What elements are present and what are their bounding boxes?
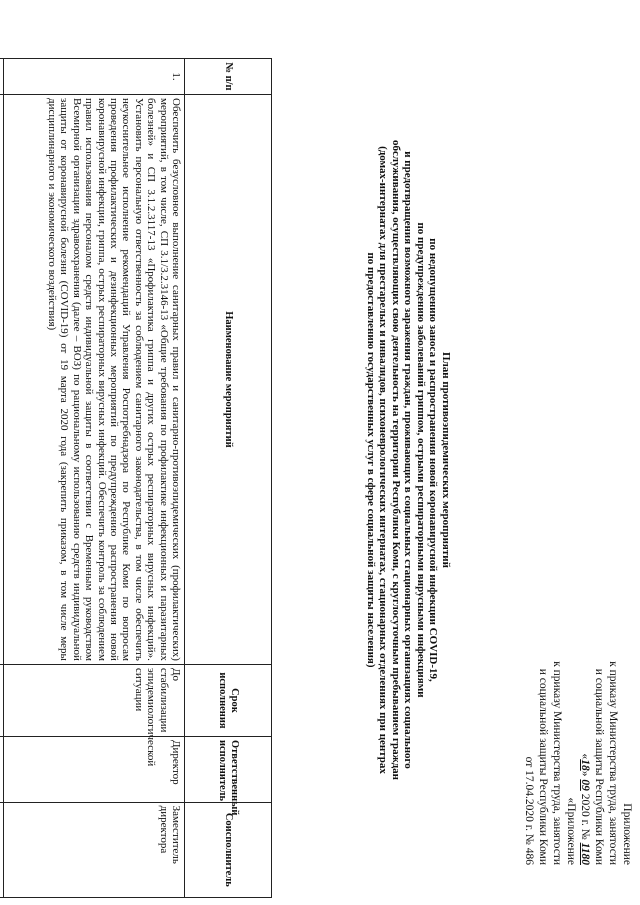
date-month: 09 — [579, 779, 591, 791]
header-num: № п/п — [185, 59, 272, 95]
appendix-current-line3: и социальной защиты Республики Коми — [593, 668, 605, 865]
table-row — [0, 59, 4, 898]
date-year: 2020 г. № — [579, 790, 591, 840]
row-num — [0, 59, 4, 95]
table-row — [4, 59, 185, 898]
date-mid: » — [579, 770, 591, 777]
title-line: План противоэпидемических мероприятий — [440, 352, 452, 568]
measures-table — [0, 58, 272, 898]
row-coexecutor: Заместитель директора — [4, 802, 185, 897]
appendix-current-date — [578, 535, 592, 865]
appendix-original — [522, 535, 578, 865]
row-responsible — [0, 736, 4, 802]
title-line: по недопущению заноса и распространения новой коронавирусной инфекции COVID-19, — [427, 238, 440, 682]
document-title — [365, 60, 453, 860]
title-line: обслуживания, осуществляющих свою деятельность на территории Республики Коми, с круглосуточным пребыванием граждан — [390, 140, 402, 780]
appendix-original-line1: «Приложение — [565, 797, 577, 865]
appendix-current — [578, 535, 634, 865]
table-header-row — [185, 59, 272, 898]
row-name: Обеспечить безусловное выполнение санитарных правил и санитарно-противоэпидемических (профилактических) мероприятий, в том числе, СП 3.1/3.2.3146-13 «Общие требования по профилактике инфекционных и паразитарных болезней» и СП 3.1.2.3117-13 «Профилактика гриппа и других острых респираторных вирусных инфекций». Установить персональную ответственность за соблюдением санитарного законодательства, в том числе обеспечить неукоснительное исполнение рекомендаций Управления Роспотребнадзора по Республике Коми по вопросам проведения профилактических и дезинфекционных мероприятий по предупреждению распространения новой коронавирусной инфекции, гриппа, острых респираторных вирусных инфекций. Обеспечить контроль за соблюдением правил использования персоналом средств индивидуальной защиты в соответствии с Временным руководством Всемирной организации здравоохранения (далее – ВОЗ) по рациональному использованию средств индивидуальной защиты от коронавирусной болезни (COVID-19) от 19 марта 2020 года (закрепить приказом, в том числе меры дисциплинарного и экономического воздействия) — [4, 95, 185, 665]
row-name — [0, 95, 4, 665]
header-name: Наименование мероприятий — [185, 95, 272, 665]
title-line: (домах-интернатах для престарелых и инвалидов, психоневрологических интернатах, стационарных отделениях при центрах — [377, 146, 390, 774]
appendix-original-line3: и социальной защиты Республики Коми — [537, 668, 549, 865]
row-responsible: Директор — [4, 736, 185, 802]
appendix-current-line2: к приказу Министерства труда, занятости — [607, 661, 619, 865]
appendix-original-line4: от 17.04.2020 г. № 486 — [523, 756, 535, 865]
row-coexecutor — [0, 802, 4, 897]
row-num: 1. — [4, 59, 185, 95]
header-responsible: Ответственный исполнитель — [185, 736, 272, 802]
date-day: 18 — [579, 759, 591, 771]
row-term — [0, 664, 4, 736]
title-line: и предотвращения возможного заражения граждан, проживающих в социальных стационарных организациях социального — [402, 151, 415, 769]
row-term: До стабилизации эпидемиологической ситуации — [4, 664, 185, 736]
date-prefix: « — [579, 753, 591, 760]
title-line: по предупреждению заболеваний гриппом, острыми респираторными вирусными инфекциями — [415, 222, 427, 698]
date-number: 1180 — [579, 842, 591, 865]
header-coexecutor: Соисполнитель — [185, 802, 272, 897]
title-line: по предоставлению государственных услуг в сфере социальной защиты населения) — [365, 252, 377, 668]
appendix-current-line1: Приложение — [621, 803, 633, 865]
appendix-original-line2: к приказу Министерства труда, занятости — [551, 661, 563, 865]
header-term: Срок исполнения — [185, 664, 272, 736]
